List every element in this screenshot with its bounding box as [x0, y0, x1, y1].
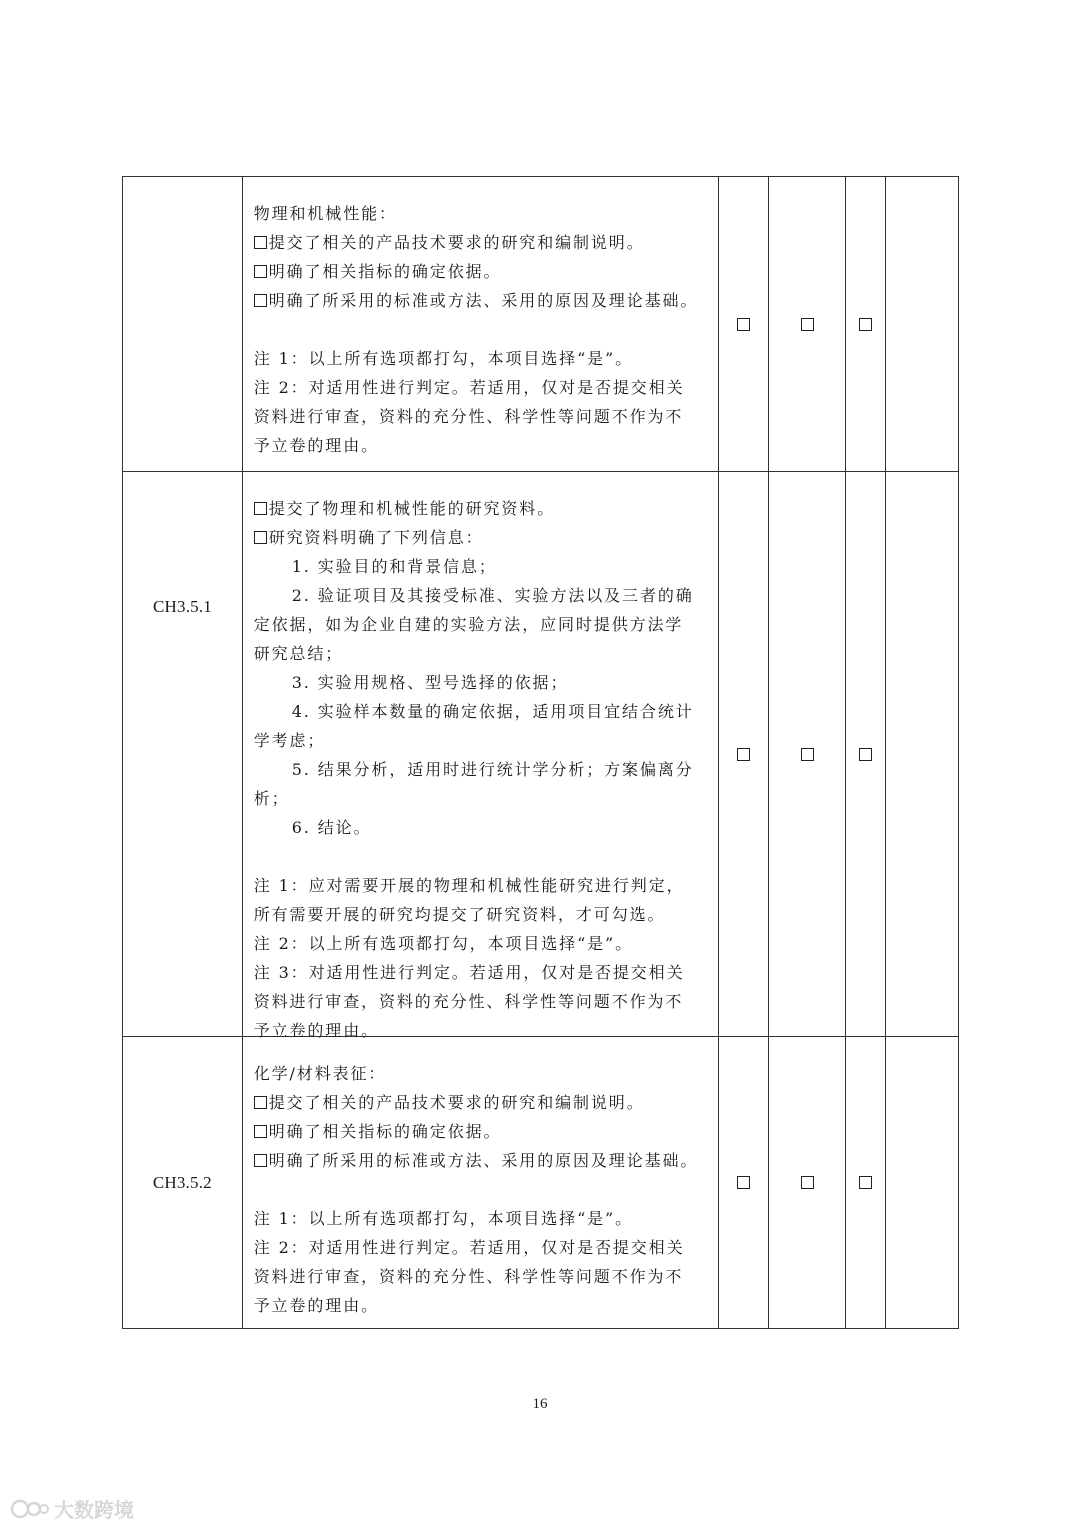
- checkbox-icon[interactable]: [254, 265, 267, 278]
- line-gap: [254, 1175, 710, 1204]
- no-cell: [768, 472, 845, 1036]
- line-text: 研究资料明确了下列信息：: [268, 528, 484, 547]
- no-cell: [768, 1037, 845, 1328]
- line-gap: [254, 315, 710, 344]
- requirements-cell: [242, 1037, 718, 1328]
- line-text: 4. 实验样本数量的确定依据，适用项目宜结合统计: [291, 702, 694, 721]
- line-text: 明确了所采用的标准或方法、采用的原因及理论基础。: [268, 1151, 699, 1170]
- item-code-label: CH3.5.2: [152, 1172, 212, 1192]
- text-line: [254, 402, 710, 431]
- line-gap: [254, 842, 710, 871]
- line-text: 5. 结果分析，适用时进行统计学分析；方案偏离分: [291, 760, 694, 779]
- line-text: 明确了所采用的标准或方法、采用的原因及理论基础。: [268, 291, 699, 310]
- line-text: 所有需要开展的研究均提交了研究资料，才可勾选。: [253, 905, 666, 924]
- review-table: [122, 176, 959, 1329]
- line-text: 物理和机械性能：: [253, 204, 397, 223]
- line-text: 提交了相关的产品技术要求的研究和编制说明。: [268, 1093, 645, 1112]
- line-text: 学考虑；: [253, 731, 326, 750]
- text-line: [254, 784, 710, 813]
- checklist-item: [254, 523, 710, 552]
- text-line: [254, 929, 710, 958]
- line-text: 注 1：应对需要开展的物理和机械性能研究进行判定，: [253, 876, 685, 895]
- page-number: 16: [532, 1396, 548, 1412]
- checkbox-icon[interactable]: [737, 318, 750, 331]
- text-line: [254, 958, 710, 987]
- line-text: 提交了相关的产品技术要求的研究和编制说明。: [268, 233, 645, 252]
- text-line: [254, 639, 710, 668]
- line-text: 定依据，如为企业自建的实验方法，应同时提供方法学: [253, 615, 684, 634]
- table-row: [123, 177, 958, 471]
- text-line: [254, 668, 710, 697]
- checkbox-icon[interactable]: [254, 1154, 267, 1167]
- line-text: 6. 结论。: [291, 818, 372, 837]
- checkbox-icon[interactable]: [859, 1176, 872, 1189]
- table-row: [123, 1036, 958, 1328]
- text-line: [254, 581, 710, 610]
- checkbox-icon[interactable]: [254, 294, 267, 307]
- text-line: [254, 813, 710, 842]
- text-line: [254, 199, 710, 228]
- text-line: [254, 1262, 710, 1291]
- line-text: 予立卷的理由。: [253, 436, 380, 455]
- line-text: 注 1：以上所有选项都打勾，本项目选择“是”。: [253, 349, 634, 368]
- line-text: 研究总结；: [253, 644, 344, 663]
- watermark-text: 大数跨境: [54, 1498, 134, 1522]
- line-text: 化学/材料表征：: [253, 1064, 387, 1083]
- remarks-cell: [885, 472, 958, 1036]
- item-code-cell: [123, 472, 242, 1036]
- line-text: 1. 实验目的和背景信息；: [291, 557, 497, 576]
- text-line: [254, 1233, 710, 1262]
- requirements-cell: [242, 177, 718, 471]
- checkbox-icon[interactable]: [254, 236, 267, 249]
- checkbox-icon[interactable]: [254, 502, 267, 515]
- line-text: 资料进行审查，资料的充分性、科学性等问题不作为不: [253, 1267, 684, 1286]
- text-line: [254, 1204, 710, 1233]
- text-line: [254, 987, 710, 1016]
- text-line: [254, 1291, 710, 1320]
- line-text: 予立卷的理由。: [253, 1021, 380, 1040]
- line-text: 明确了相关指标的确定依据。: [268, 1122, 502, 1141]
- checkbox-icon[interactable]: [737, 1176, 750, 1189]
- text-line: [254, 697, 710, 726]
- yes-cell: [718, 1037, 769, 1328]
- line-text: 提交了物理和机械性能的研究资料。: [268, 499, 556, 518]
- remarks-cell: [885, 177, 958, 471]
- checklist-item: [254, 1117, 710, 1146]
- line-text: 予立卷的理由。: [253, 1296, 380, 1315]
- checklist-item: [254, 286, 710, 315]
- line-text: 注 2：对适用性进行判定。若适用，仅对是否提交相关: [253, 1238, 685, 1257]
- line-text: 析；: [253, 789, 290, 808]
- checkbox-icon[interactable]: [737, 748, 750, 761]
- checklist-item: [254, 1146, 710, 1175]
- checkbox-icon[interactable]: [254, 1125, 267, 1138]
- checkbox-icon[interactable]: [801, 318, 814, 331]
- yes-cell: [718, 177, 769, 471]
- na-cell: [845, 1037, 885, 1328]
- na-cell: [845, 177, 885, 471]
- checklist-item: [254, 494, 710, 523]
- item-code-label: CH3.5.1: [152, 597, 213, 616]
- requirements-cell: [242, 472, 718, 1040]
- remarks-cell: [885, 1037, 958, 1328]
- line-text: 2. 验证项目及其接受标准、实验方法以及三者的确: [291, 586, 694, 605]
- text-line: [254, 900, 710, 929]
- text-line: [254, 344, 710, 373]
- text-line: [254, 726, 710, 755]
- na-cell: [845, 472, 885, 1036]
- text-line: [254, 1059, 710, 1088]
- line-text: 资料进行审查，资料的充分性、科学性等问题不作为不: [253, 407, 684, 426]
- text-line: [254, 755, 710, 784]
- item-code-cell: [123, 1037, 242, 1328]
- checklist-item: [254, 228, 710, 257]
- line-text: 明确了相关指标的确定依据。: [268, 262, 502, 281]
- no-cell: [768, 177, 845, 471]
- checkbox-icon[interactable]: [801, 1176, 814, 1189]
- checklist-item: [254, 257, 710, 286]
- yes-cell: [718, 472, 769, 1036]
- checkbox-icon[interactable]: [801, 748, 814, 761]
- line-text: 3. 实验用规格、型号选择的依据；: [291, 673, 569, 692]
- checkbox-icon[interactable]: [254, 1096, 267, 1109]
- checklist-item: [254, 1088, 710, 1117]
- text-line: [254, 431, 710, 460]
- text-line: [254, 373, 710, 402]
- line-text: 注 2：以上所有选项都打勾，本项目选择“是”。: [253, 934, 634, 953]
- text-line: [254, 552, 710, 581]
- table-row: [123, 471, 958, 1040]
- line-text: 注 3：对适用性进行判定。若适用，仅对是否提交相关: [253, 963, 685, 982]
- checkbox-icon[interactable]: [254, 531, 267, 544]
- line-text: 注 1：以上所有选项都打勾，本项目选择“是”。: [253, 1209, 634, 1228]
- checkbox-icon[interactable]: [859, 318, 872, 331]
- item-code-cell: [123, 177, 242, 471]
- watermark: [10, 1494, 134, 1523]
- checkbox-icon[interactable]: [859, 748, 872, 761]
- watermark-logo-icon: [10, 1498, 50, 1520]
- line-text: 注 2：对适用性进行判定。若适用，仅对是否提交相关: [253, 378, 685, 397]
- text-line: [254, 871, 710, 900]
- text-line: [254, 610, 710, 639]
- line-text: 资料进行审查，资料的充分性、科学性等问题不作为不: [253, 992, 684, 1011]
